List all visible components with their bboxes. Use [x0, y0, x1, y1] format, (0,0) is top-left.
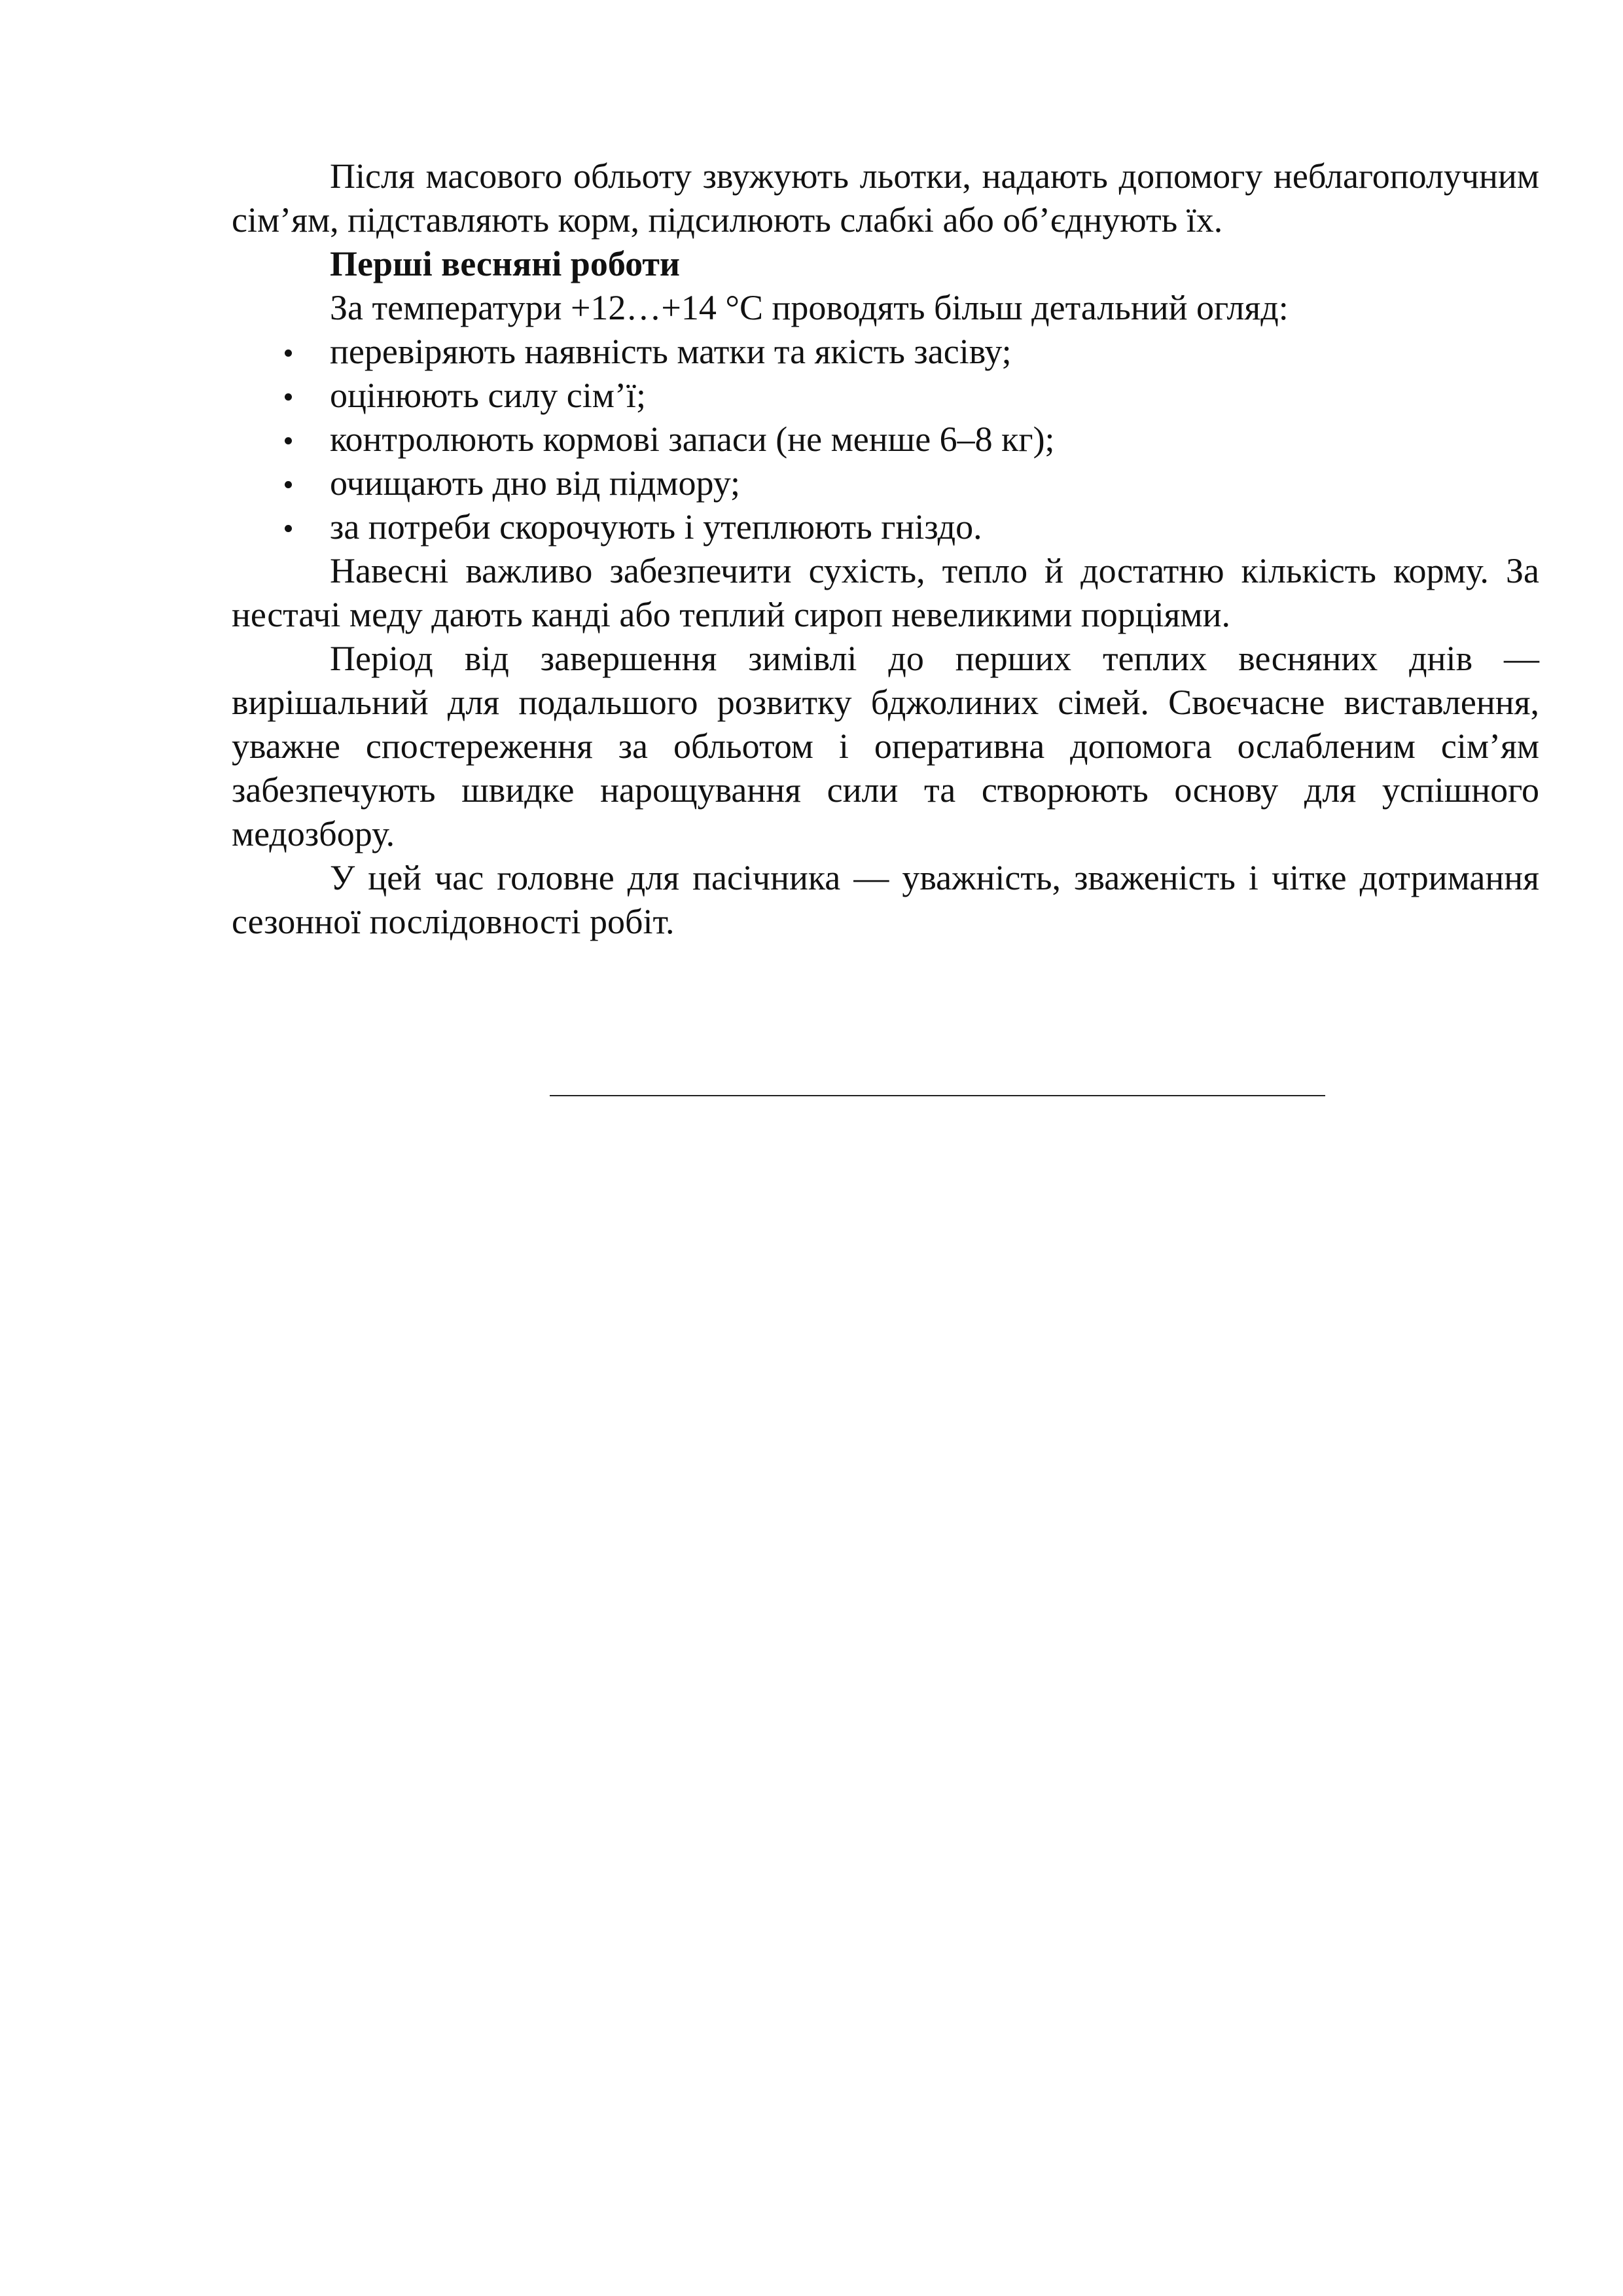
- list-item: [232, 505, 1539, 549]
- list-item: [232, 374, 1539, 418]
- inspection-list: [232, 330, 1539, 549]
- list-item-text: за потреби скорочують і утеплюють гніздо.: [330, 507, 982, 547]
- paragraph-after-flight: Після масового обльоту звужують льотки, надають допомогу неблагополучним сім’ям, підставляють корм, підсилюють слабкі або об’єднують їх.: [232, 156, 1539, 240]
- bullet-icon: [285, 437, 292, 444]
- list-item: [232, 461, 1539, 505]
- list-item-text: оцінюють силу сім’ї;: [330, 376, 646, 415]
- list-item-text: перевіряють наявність матки та якість засіву;: [330, 332, 1012, 371]
- paragraph-conclusion: У цей час головне для пасічника — уважність, зваженість і чітке дотримання сезонної послідовності робіт.: [232, 858, 1539, 941]
- paragraph-critical-period: Період від завершення зимівлі до перших теплих весняних днів — вирішальний для подальшого розвитку бджолиних сімей. Своєчасне виставлення, уважне спостереження за обльотом і оперативна допомога ослабленим сім’ям забезпечують швидке нарощування сили та створюють основу для успішного медозбору.: [232, 639, 1539, 853]
- paragraph-spring-care: Навесні важливо забезпечити сухість, тепло й достатню кількість корму. За нестачі меду дають канді або теплий сироп невеликими порціями.: [232, 551, 1539, 634]
- bullet-icon: [285, 481, 292, 488]
- end-separator-line: [550, 1095, 1325, 1096]
- section-intro: За температури +12…+14 °C проводять більш детальний огляд:: [330, 288, 1289, 327]
- list-item-text: очищають дно від підмору;: [330, 463, 741, 503]
- document-body: [232, 154, 1539, 944]
- list-item: [232, 330, 1539, 374]
- bullet-icon: [285, 393, 292, 401]
- bullet-icon: [285, 350, 292, 357]
- section-heading: Перші весняні роботи: [330, 244, 681, 283]
- list-item: [232, 418, 1539, 461]
- list-item-text: контролюють кормові запаси (не менше 6–8 кг);: [330, 420, 1055, 459]
- bullet-icon: [285, 525, 292, 532]
